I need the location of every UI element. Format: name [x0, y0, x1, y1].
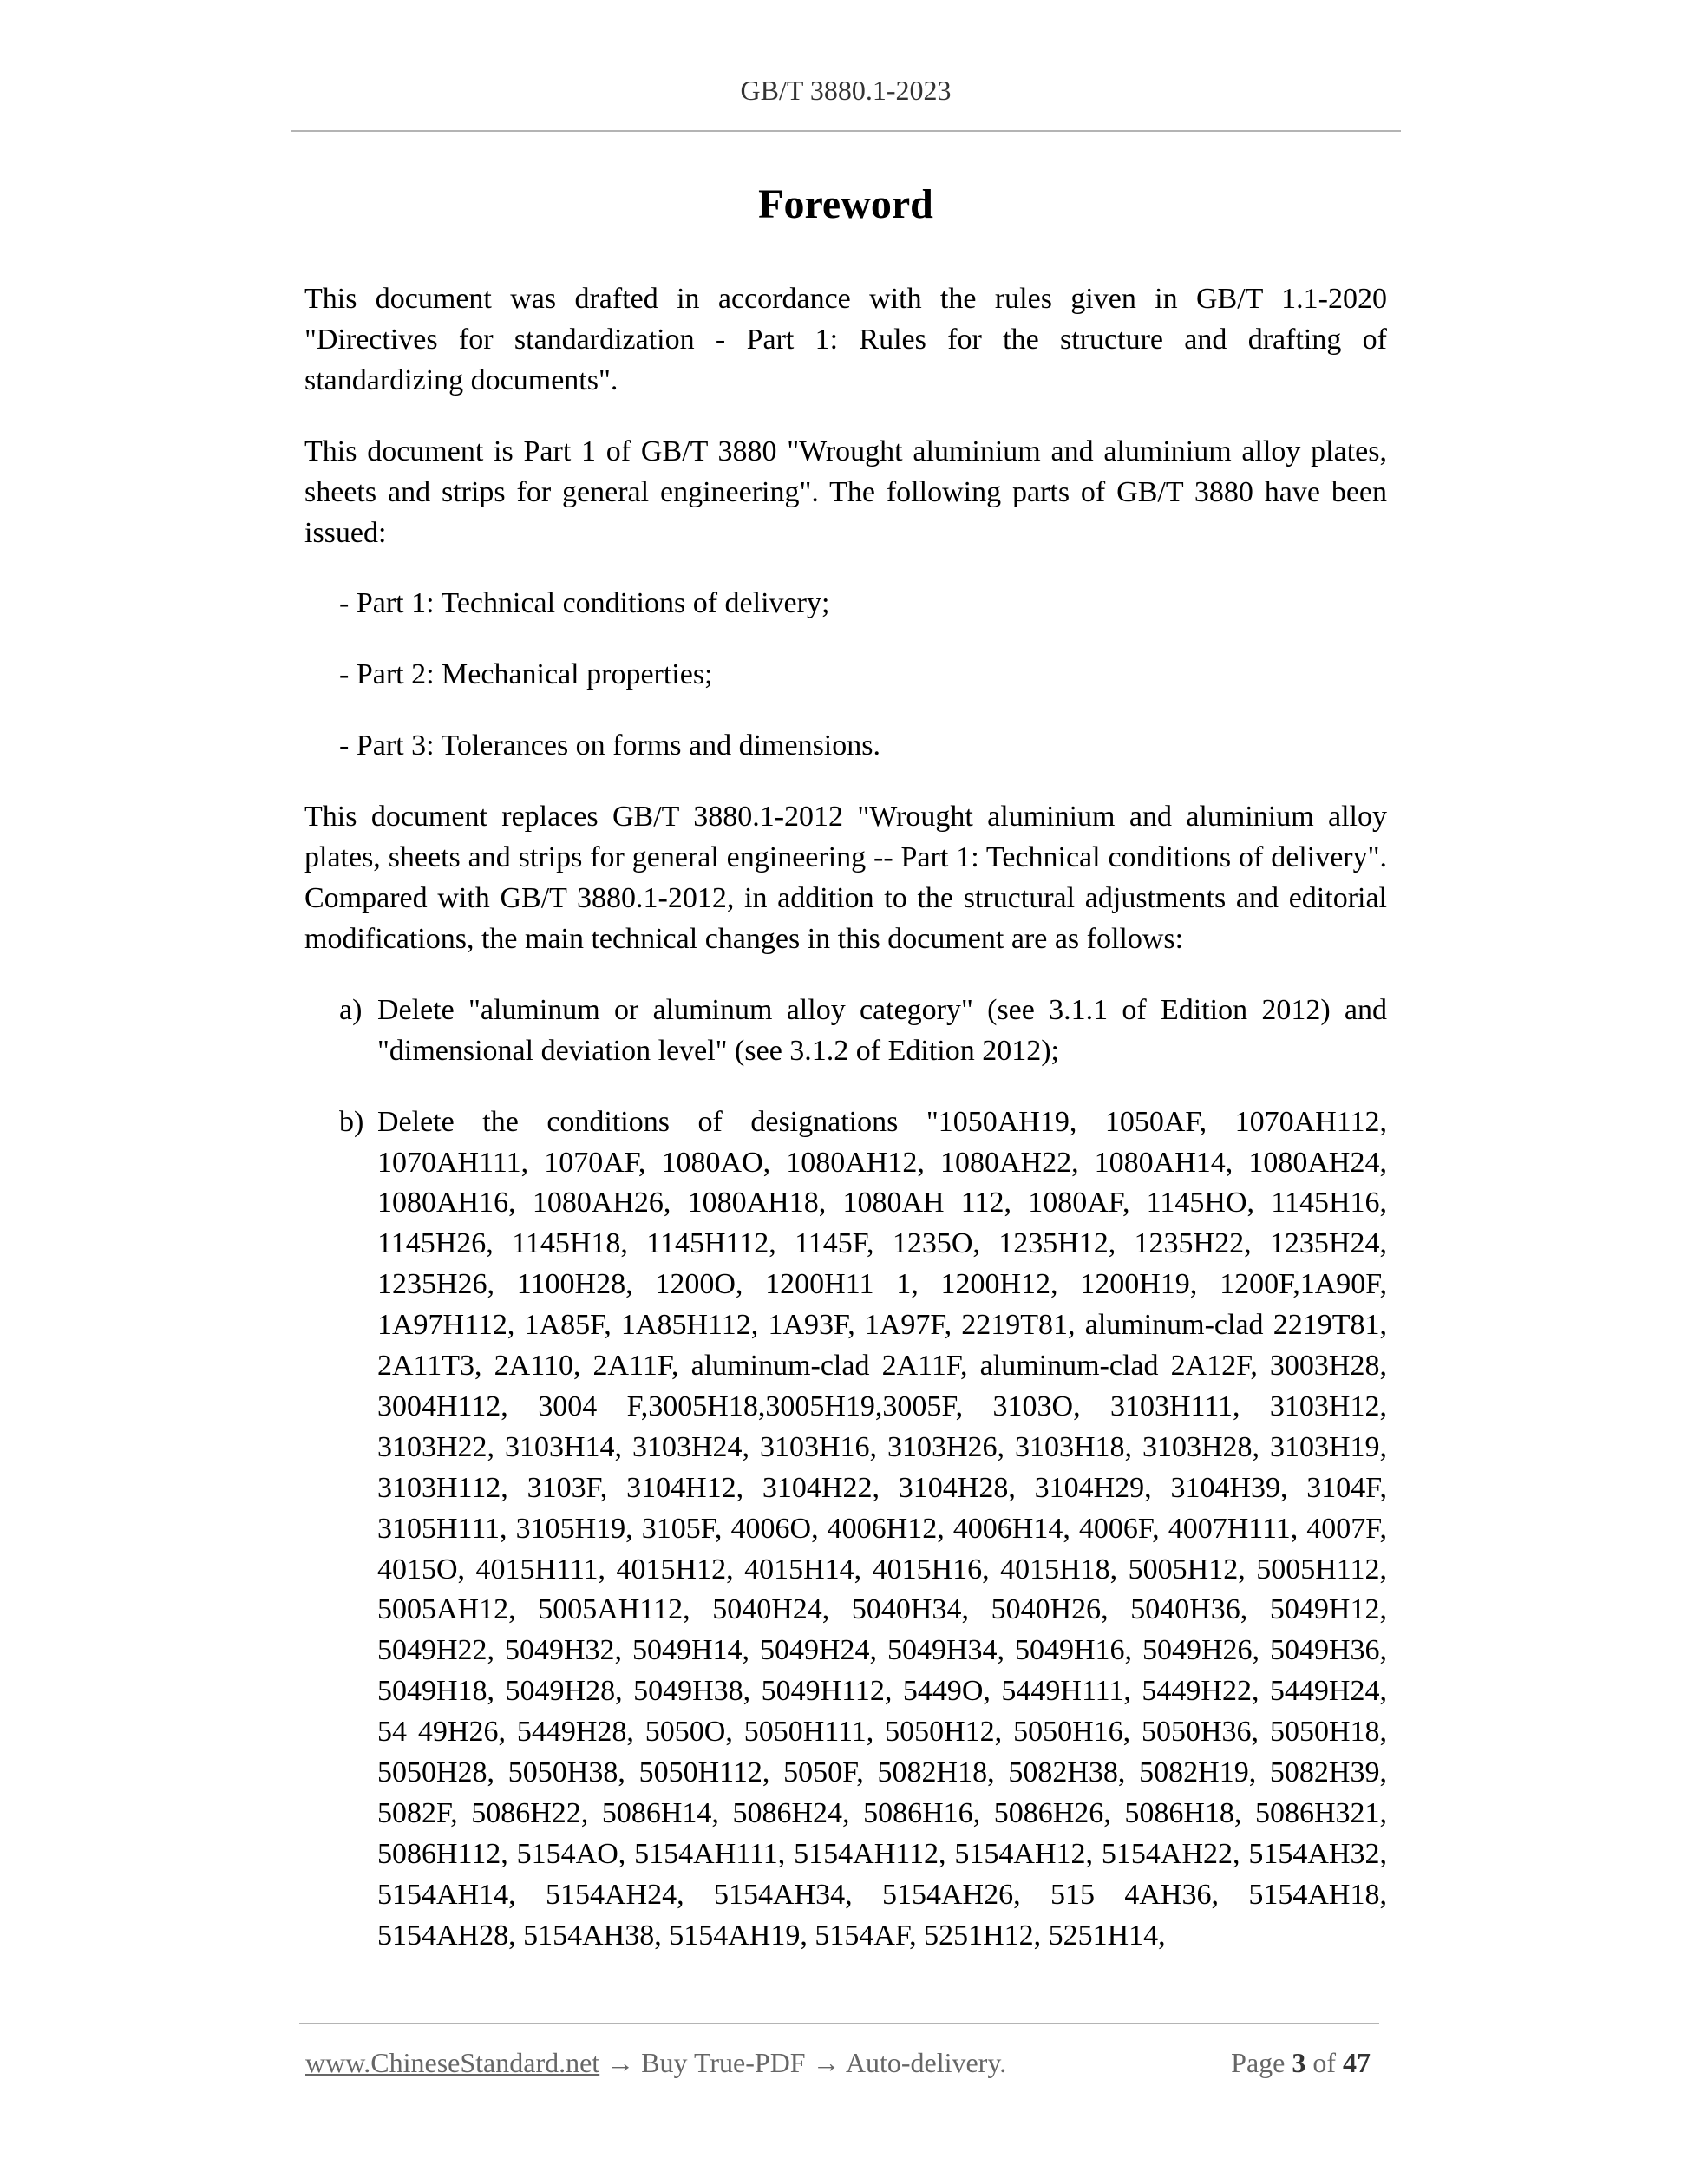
page-number [1231, 2047, 1371, 2079]
document-body [304, 279, 1387, 1987]
page-label: Page [1231, 2047, 1286, 2078]
site-link[interactable]: www.ChineseStandard.net [305, 2047, 600, 2078]
footer-divider [299, 2023, 1379, 2024]
list-marker: a) [339, 993, 363, 1026]
paragraph-replacement-info: This document replaces GB/T 3880.1-2012 "Wrought aluminium and aluminium alloy plates, sheets and strips for general engineering -- Part 1: Technical conditions of delivery". Compared with GB/T 3880.1-2012, in addition to the structural adjustments and editorial modifications, the main technical changes in this document are as follows: [304, 801, 1387, 955]
document-header: GB/T 3880.1-2023 [740, 75, 952, 106]
footer-promo [305, 2047, 1006, 2079]
page-of: of [1312, 2047, 1336, 2078]
page-total: 47 [1343, 2047, 1371, 2078]
change-text: Delete "aluminum or aluminum alloy category" (see 3.1.1 of Edition 2012) and "dimensional deviation level" (see 3.1.2 of Edition 2012); [377, 993, 1387, 1067]
part-list-item: - Part 2: Mechanical properties; [339, 658, 713, 691]
list-marker: b) [339, 1105, 364, 1138]
promo-text: → Buy True-PDF → Auto-delivery. [606, 2047, 1007, 2078]
change-list-item [304, 991, 1387, 1072]
change-text: Delete the conditions of designations "1050AH19, 1050AF, 1070AH112, 1070AH111, 1070AF, 1080AO, 1080AH12, 1080AH22, 1080AH14, 1080AH24, 1080AH16, 1080AH26, 1080AH18, 1080AH 112, 1080AF, 1145HO, 1145H16, 1145H26, 1145H18, 1145H112, 1145F, 1235O, 1235H12, 1235H22, 1235H24, 1235H26, 1100H28, 1200O, 1200H11 1, 1200H12, 1200H19, 1200F,1A90F, 1A97H112, 1A85F, 1A85H112, 1A93F, 1A97F, 2219T81, aluminum-clad 2219T81, 2A11T3, 2A110, 2A11F, aluminum-clad 2A11F, aluminum-clad 2A12F, 3003H28, 3004H112, 3004 F,3005H18,3005H19,3005F, 3103O, 3103H111, 3103H12, 3103H22, 3103H14, 3103H24, 3103H16, 3103H26, 3103H18, 3103H28, 3103H19, 3103H112, 3103F, 3104H12, 3104H22, 3104H28, 3104H29, 3104H39, 3104F, 3105H111, 3105H19, 3105F, 4006O, 4006H12, 4006H14, 4006F, 4007H111, 4007F, 4015O, 4015H111, 4015H12, 4015H14, 4015H16, 4015H18, 5005H12, 5005H112, 5005AH12, 5005AH112, 5040H24, 5040H34, 5040H26, 5040H36, 5049H12, 5049H22, 5049H32, 5049H14, 5049H24, 5049H34, 5049H16, 5049H26, 5049H36, 5049H18, 5049H28, 5049H38, 5049H112, 5449O, 5449H111, 5449H22, 5449H24, 54 49H26, 5449H28, 5050O, 5050H111, 5050H12, 5050H16, 5050H36, 5050H18, 5050H28, 5050H38, 5050H112, 5050F, 5082H18, 5082H38, 5082H19, 5082H39, 5082F, 5086H22, 5086H14, 5086H24, 5086H16, 5086H26, 5086H18, 5086H321, 5086H112, 5154AO, 5154AH111, 5154AH112, 5154AH12, 5154AH22, 5154AH32, 5154AH14, 5154AH24, 5154AH34, 5154AH26, 515 4AH36, 5154AH18, 5154AH28, 5154AH38, 5154AH19, 5154AF, 5251H12, 5251H14, [377, 1105, 1387, 1952]
change-list-item [304, 1102, 1387, 1957]
paragraph-part-info: This document is Part 1 of GB/T 3880 "Wrought aluminium and aluminium alloy plates, sheets and strips for general engineering". The following parts of GB/T 3880 have been issued: [304, 435, 1387, 549]
header-divider [291, 130, 1401, 132]
paragraph-drafting-rules: This document was drafted in accordance with the rules given in GB/T 1.1-2020 "Directives for standardization - Part 1: Rules for the structure and drafting of standardizing documents". [304, 283, 1387, 396]
page-title: Foreword [758, 181, 933, 227]
part-list-item: - Part 1: Technical conditions of delivery; [339, 587, 830, 620]
page-current: 3 [1292, 2047, 1306, 2078]
part-list-item: - Part 3: Tolerances on forms and dimensions. [339, 729, 880, 762]
